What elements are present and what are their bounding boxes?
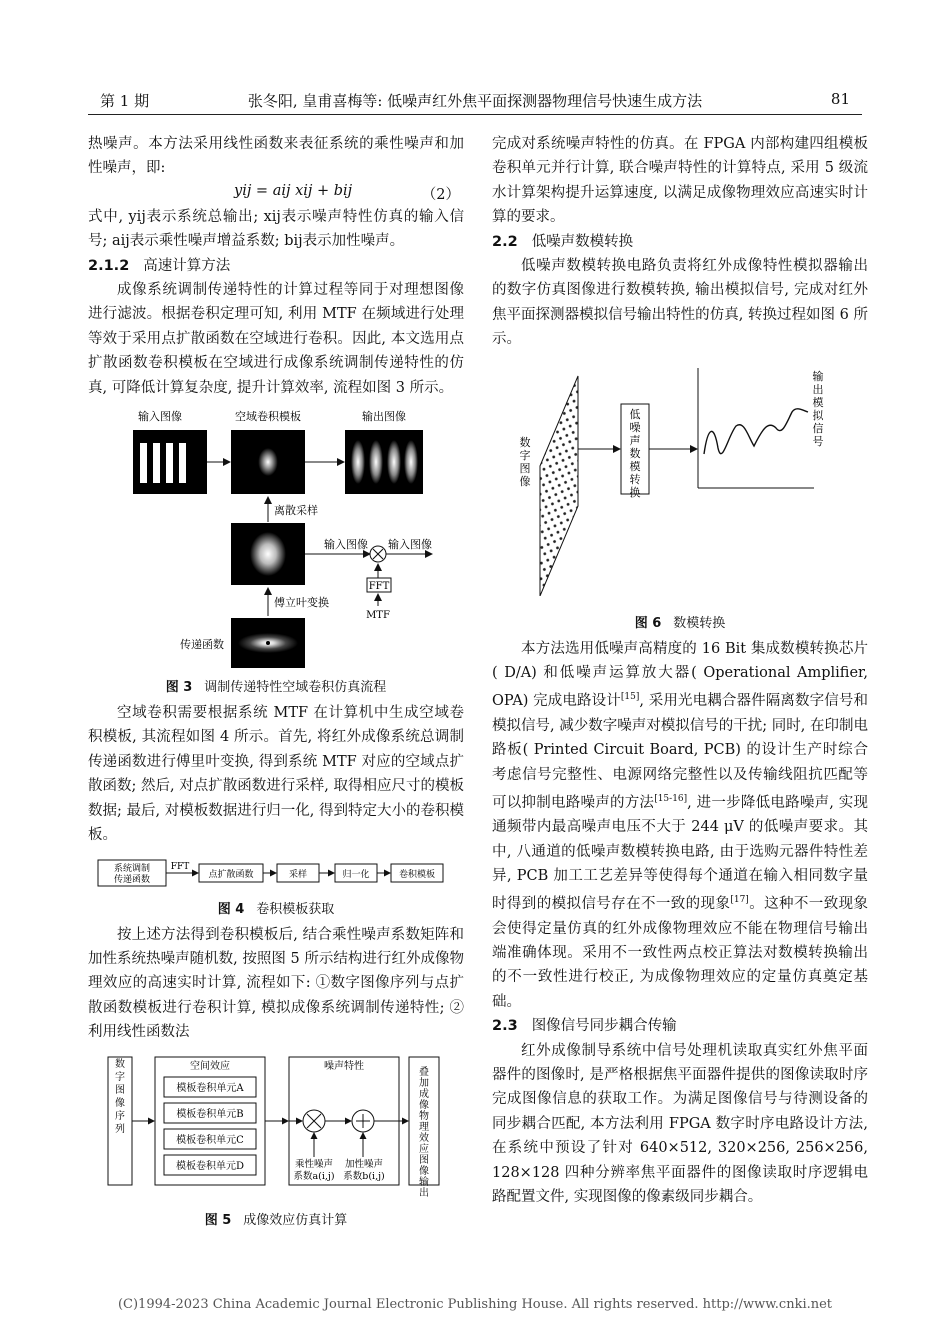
vertical-char: 理 xyxy=(419,1121,429,1133)
running-title: 张冬阳, 皇甫喜梅等: 低噪声红外焦平面探测器物理信号快速生成方法 xyxy=(247,92,703,110)
fig3-label-input: 输入图像 xyxy=(138,410,182,424)
section-title: 低噪声数模转换 xyxy=(531,233,634,250)
running-header xyxy=(88,88,862,115)
paragraph-part: 本方法选用低噪声高精度的 16 Bit 集成数模转换芯片( D/A) 和低噪声运算放大器( Operational Amplifier, OPA) 完成电路设计 xyxy=(492,640,868,710)
citation-15-16[interactable]: [15-16] xyxy=(654,793,688,804)
fig4-box1-line1: 系统调制 xyxy=(113,863,151,874)
vertical-char: 数 xyxy=(115,1058,125,1070)
section-number: 2.2 xyxy=(492,233,518,250)
figure-4-diagram xyxy=(88,856,464,890)
copyright-footer: (C)1994-2023 China Academic Journal Electronic Publishing House. All rights reserved. http://www.cnki.net xyxy=(117,1297,833,1312)
figure-5 xyxy=(88,1053,464,1228)
fig5-unit-c-label: 模板卷积单元C xyxy=(176,1134,244,1146)
paragraph: 空域卷积需要根据系统 MTF 在计算机中生成空域卷积模板, 其流程如图 4 所示。首先, 将红外成像系统总调制传递函数进行傅里叶变换, 得到系统 MTF 对应的空域点扩散函数; 然后, 对点扩散函数进行采样, 取得相应尺寸的模板数据; 最后, 对模板数据进行归一化, 得到特定大小的卷积模板。 xyxy=(88,705,464,844)
vertical-char: 物 xyxy=(419,1110,429,1122)
vertical-char: 像 xyxy=(419,1165,429,1177)
fig3-label-transfer: 传递函数 xyxy=(180,638,224,652)
vertical-char: 图 xyxy=(419,1154,429,1166)
vertical-char: 列 xyxy=(115,1123,125,1135)
fig6-digital-image xyxy=(540,376,578,596)
citation-17[interactable]: [17] xyxy=(730,895,749,906)
vertical-char: 数 xyxy=(629,446,641,460)
fig3-label-fft-in: 输入图像 xyxy=(324,538,368,552)
figure-3-caption xyxy=(88,676,464,695)
vertical-char: 加 xyxy=(419,1077,429,1089)
fig5-mul-label2: 系数a(i,j) xyxy=(293,1170,335,1182)
fig3-label-fourier: 傅立叶变换 xyxy=(274,596,329,610)
paragraph: 按上述方法得到卷积模板后, 结合乘性噪声系数矩阵和加性系统热噪声随机数, 按照图 5 所示结构进行红外成像物理效应的高速实时计算, 流程如下: ①数字图像序列与点扩散函数模板进行卷积计算, 模拟成像系统调制传递特性; ②利用线性函数法 xyxy=(88,926,464,1041)
section-number: 2.1.2 xyxy=(88,257,130,274)
fig3-label-output: 输出图像 xyxy=(362,410,406,424)
fig5-spatial-title: 空间效应 xyxy=(190,1060,230,1072)
equation-expression: yij = aij xij + bij xyxy=(234,182,353,199)
caption-text: 卷积模板获取 xyxy=(256,901,335,917)
page-number: 81 xyxy=(830,90,850,108)
section-heading-2-1-2 xyxy=(88,254,464,278)
figure-5-caption xyxy=(88,1209,464,1228)
fig4-box1-line2: 传递函数 xyxy=(113,874,151,885)
section-number: 2.3 xyxy=(492,1018,518,1035)
vertical-char: 换 xyxy=(629,485,641,499)
fig4-box2-label: 点扩散函数 xyxy=(208,869,254,880)
paragraph: 低噪声数模转换电路负责将红外成像特性模拟器输出的数字仿真图像进行数模转换, 输出模拟信号, 完成对红外焦平面探测器模拟信号输出特性的仿真, 转换过程如图 6 所示。 xyxy=(492,258,868,348)
vertical-char: 噪 xyxy=(629,420,641,434)
vertical-char: 出 xyxy=(419,1187,429,1199)
section-heading-2-3 xyxy=(492,1014,868,1038)
figure-3-diagram xyxy=(88,408,464,668)
caption-text: 成像效应仿真计算 xyxy=(243,1212,348,1228)
fig3-label-sampling: 离散采样 xyxy=(274,504,318,518)
figure-4-caption xyxy=(88,898,464,917)
fig6-digital-label xyxy=(520,435,531,488)
figure-6-diagram xyxy=(492,366,868,596)
caption-number: 图 6 xyxy=(634,615,662,631)
vertical-char: 像 xyxy=(115,1097,125,1109)
vertical-char: 模 xyxy=(812,395,824,409)
caption-number: 图 4 xyxy=(217,901,245,917)
caption-number: 图 3 xyxy=(165,680,193,696)
paragraph: 红外成像制导系统中信号处理机读取真实红外焦平面器件的图像时, 是严格根据焦平面器件提供的图像读取时序完成图像信息的获取工作。为满足图像信号与待测设备的同步耦合匹配, 本方法利用 FPGA 数字时序电路设计方法, 在系统中预设了针对 640×512, 320×256, 256×256, 128×128 四种分辨率焦平面器件的图像读取时序逻辑电路配置文件, 实现图像的像素级同步耦合。 xyxy=(492,1042,868,1206)
paragraph: 热噪声。本方法采用线性函数来表征系统的乘性噪声和加性噪声，即: xyxy=(88,136,464,177)
figure-3 xyxy=(88,408,464,695)
vertical-char: 输 xyxy=(419,1176,429,1188)
vertical-char: 序 xyxy=(115,1110,125,1122)
paragraph: 成像系统调制传递特性的计算过程等同于对理想图像进行滤波。根据卷积定理可知, 利用 MTF 在频域进行处理等效于采用点扩散函数在空域进行卷积。因此, 本文选用点扩散函数卷积模板在空域进行成像系统调制传递特性的仿真, 可降低计算复杂度, 提升计算效率, 流程如图 3 所示。 xyxy=(88,282,464,396)
vertical-char: 效 xyxy=(419,1132,429,1144)
vertical-char: 数 xyxy=(519,435,531,449)
fig5-add-label1: 加性噪声 xyxy=(344,1158,384,1170)
fig3-label-fft: FFT xyxy=(368,581,390,593)
fig5-unit-a-label: 模板卷积单元A xyxy=(176,1082,244,1094)
fig6-analog-waveform xyxy=(704,408,808,453)
caption-number: 图 5 xyxy=(204,1212,232,1228)
paragraph-part: 。这种不一致现象会使得定量仿真的红外成像物理效应不能在物理信号输出端准确体现。采用不一致性两点校正算法对数模转换输出的不一致性进行校正, 为成像物理效应的定量仿真奠定基础。 xyxy=(492,896,868,1010)
paragraph: 式中, yij表示系统总输出; xij表示噪声特性仿真的输入信号; aij表示乘性噪声增益系数; bij表示加性噪声。 xyxy=(88,208,464,250)
equation-2 xyxy=(88,181,464,205)
fig4-box3-label: 采样 xyxy=(288,869,308,880)
paragraph-part: , 采用光电耦合器件隔离数字信号和模拟信号, 减少数字噪声对模拟信号的干扰; 同时, 在印制电路板( Printed Circuit Board, PCB) 的设计生产时综合考虑信号完整性、电源网络完整性以及传输线阻抗匹配等可以抑制电路噪声的方法 xyxy=(492,693,868,811)
fig4-box4-label: 归一化 xyxy=(342,869,370,880)
vertical-char: 号 xyxy=(812,434,824,448)
vertical-char: 像 xyxy=(419,1099,429,1111)
vertical-char: 转 xyxy=(629,472,641,486)
fig5-noise-title: 噪声特性 xyxy=(324,1060,364,1072)
vertical-char: 声 xyxy=(629,433,641,447)
fig6-dac-label xyxy=(630,408,641,499)
paragraph xyxy=(492,637,868,1015)
vertical-char: 图 xyxy=(519,461,531,475)
vertical-char: 输 xyxy=(812,369,824,383)
paragraph-part: , 进一步降低电路噪声, 实现通频带内最高噪声电压不大于 244 μV 的低噪声要求。其中, 八通道的低噪声数模转换电路, 由于选购元器件特性差异, PCB 加工工艺差异等使得每个通道在输入相同数字量时得到的模拟信号存在不一致的现象 xyxy=(492,794,869,913)
fig3-label-fft-out: 输入图像 xyxy=(388,538,432,552)
fig4-fft-label: FFT xyxy=(170,861,190,872)
figure-6-caption xyxy=(492,612,868,631)
vertical-char: 图 xyxy=(115,1084,125,1096)
citation-15[interactable]: [15] xyxy=(620,692,640,703)
fig5-output-label xyxy=(419,1065,429,1199)
fig3-label-mtf: MTF xyxy=(366,610,390,622)
paragraph: 完成对系统噪声特性的仿真。在 FPGA 内部构建四组模板卷积单元并行计算, 联合噪声特性的计算特点, 采用 5 级流水计算架构提升运算速度, 以满足成像物理效应高速实时计算的要求。 xyxy=(492,136,868,226)
section-title: 高速计算方法 xyxy=(143,257,231,274)
vertical-char: 字 xyxy=(115,1071,125,1083)
vertical-char: 出 xyxy=(812,382,824,396)
figure-5-diagram xyxy=(88,1053,464,1201)
fig4-box5-label: 卷积模板 xyxy=(398,869,436,880)
fig5-mul-label1: 乘性噪声 xyxy=(294,1158,334,1170)
section-title: 图像信号同步耦合传输 xyxy=(531,1018,677,1035)
fig5-add-label2: 系数b(i,j) xyxy=(343,1170,385,1182)
fig5-unit-b-label: 模板卷积单元B xyxy=(176,1108,244,1120)
vertical-char: 应 xyxy=(419,1143,429,1155)
caption-text: 数模转换 xyxy=(673,615,726,631)
figure-4 xyxy=(88,856,464,917)
vertical-char: 低 xyxy=(629,407,641,421)
equation-number: （2） xyxy=(421,186,460,203)
vertical-char: 像 xyxy=(519,474,531,488)
vertical-char: 信 xyxy=(812,421,824,435)
figure-6 xyxy=(492,366,868,631)
fig3-label-kernel: 空域卷积模板 xyxy=(235,410,301,424)
vertical-char: 字 xyxy=(519,448,531,462)
vertical-char: 叠 xyxy=(419,1066,429,1078)
vertical-char: 拟 xyxy=(812,408,824,422)
right-column xyxy=(492,132,868,1209)
vertical-char: 成 xyxy=(419,1088,429,1100)
fig6-output-label xyxy=(813,369,825,448)
issue-number: 第 1 期 xyxy=(100,92,150,110)
caption-text: 调制传递特性空域卷积仿真流程 xyxy=(204,680,387,696)
fig5-unit-d-label: 模板卷积单元D xyxy=(175,1160,245,1172)
vertical-char: 模 xyxy=(629,459,641,473)
left-column xyxy=(88,132,464,1234)
section-heading-2-2 xyxy=(492,230,868,254)
